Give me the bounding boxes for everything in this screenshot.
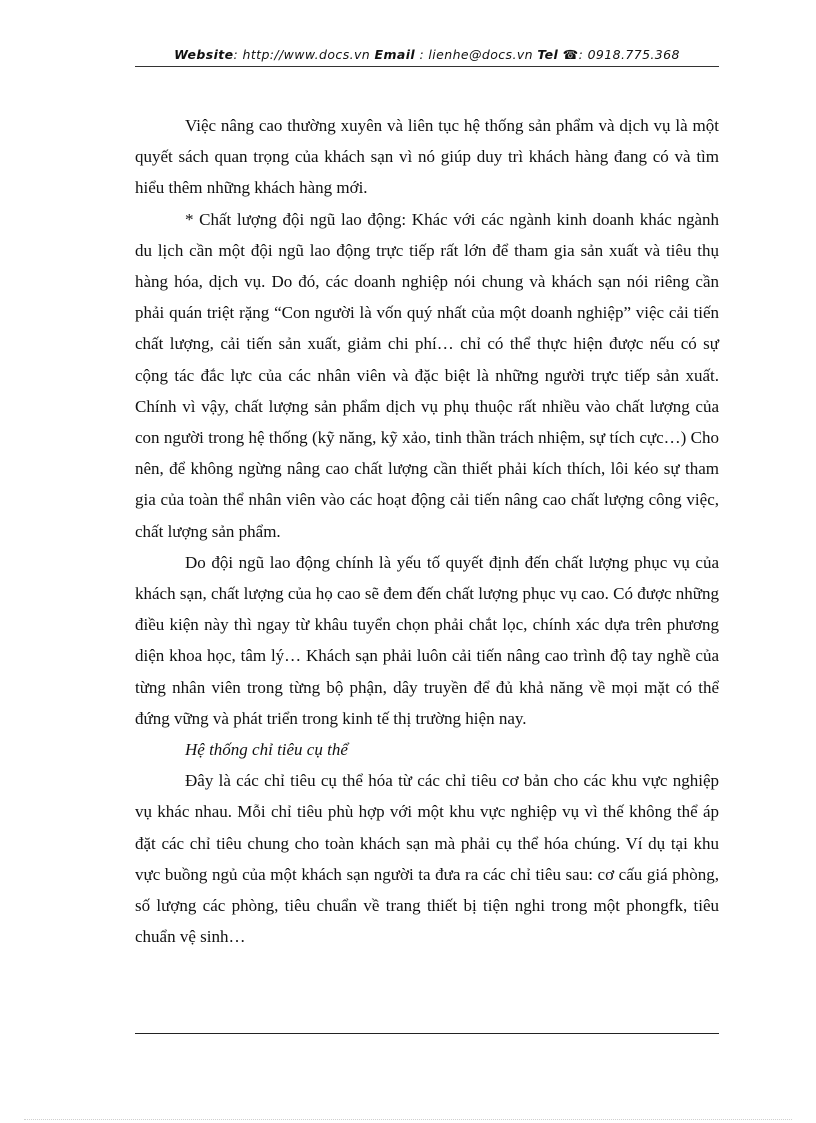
tel-label: Tel	[537, 47, 559, 62]
document-body	[135, 110, 719, 952]
tel-value: : 0918.775.368	[578, 47, 680, 62]
page-bottom-border	[24, 1119, 792, 1120]
paragraph-labor-quality: * Chất lượng đội ngũ lao động: Khác với các ngành kinh doanh khác ngành du lịch cần một đội ngũ lao động trực tiếp rất lớn để tham gia sản xuất và tiêu thụ hàng hóa, dịch vụ. Do đó, các doanh nghiệp nói chung và khách sạn nói riêng cần phải quán triệt rặng “Con người là vốn quý nhất của một doanh nghiệp” việc cải tiến chất lượng, cải tiến sản xuất, giảm chi phí… chỉ có thể thực hiện được nếu có sự cộng tác đắc lực của các nhân viên và đặc biệt là những người trực tiếp sản xuất. Chính vì vậy, chất lượng sản phẩm dịch vụ phụ thuộc rất nhiều vào chất lượng của con người trong hệ thống (kỹ năng, kỹ xảo, tinh thần trách nhiệm, sự tích cực…) Cho nên, để không ngừng nâng cao chất lượng cần thiết phải kích thích, lôi kéo sự tham gia của toàn thể nhân viên vào các hoạt động cải tiến nâng cao chất lượng công việc, chất lượng sản phẩm.	[135, 209, 719, 541]
paragraph-workforce: Do đội ngũ lao động chính là yếu tố quyết định đến chất lượng phục vụ của khách sạn, chất lượng của họ cao sẽ đem đến chất lượng phục vụ cao. Có được những điều kiện này thì ngay từ khâu tuyển chọn phải chắt lọc, chính xác dựa trên phương diện khoa học, tâm lý… Khách sạn phải luôn cải tiến nâng cao trình độ tay nghề của từng nhân viên trong từng bộ phận, dây truyền để đủ khả năng về mọi mặt có thể đứng vững và phát triển trong kinh tế thị trường hiện nay.	[135, 552, 719, 728]
page-header	[135, 47, 719, 65]
paragraph-product-service: Việc nâng cao thường xuyên và liên tục hệ thống sản phẩm và dịch vụ là một quyết sách quan trọng của khách sạn vì nó giúp duy trì khách hàng đang có và tìm hiểu thêm những khách hàng mới.	[135, 116, 719, 198]
email-value: : lienhe@docs.vn	[415, 47, 538, 62]
website-value: : http://www.docs.vn	[233, 47, 375, 62]
email-label: Email	[374, 47, 416, 62]
paragraph-specific-indicators: Đây là các chỉ tiêu cụ thể hóa từ các chỉ tiêu cơ bản cho các khu vực nghiệp vụ khác nhau. Mỗi chỉ tiêu phù hợp với một khu vực nghiệp vụ vì thế không thể áp đặt các chỉ tiêu chung cho toàn khách sạn mà phải cụ thể hóa chúng. Ví dụ tại khu vực buồng ngủ của một khách sạn người ta đưa ra các chỉ tiêu sau: cơ cấu giá phòng, số lượng các phòng, tiêu chuẩn về trang thiết bị tiện nghi trong một phongfk, tiêu chuẩn vệ sinh…	[135, 771, 719, 947]
header-divider	[135, 66, 719, 67]
website-label: Website	[174, 47, 234, 62]
phone-icon: ☎	[562, 47, 579, 62]
footer-divider	[135, 1033, 719, 1034]
section-heading: Hệ thống chỉ tiêu cụ thể	[185, 740, 348, 760]
